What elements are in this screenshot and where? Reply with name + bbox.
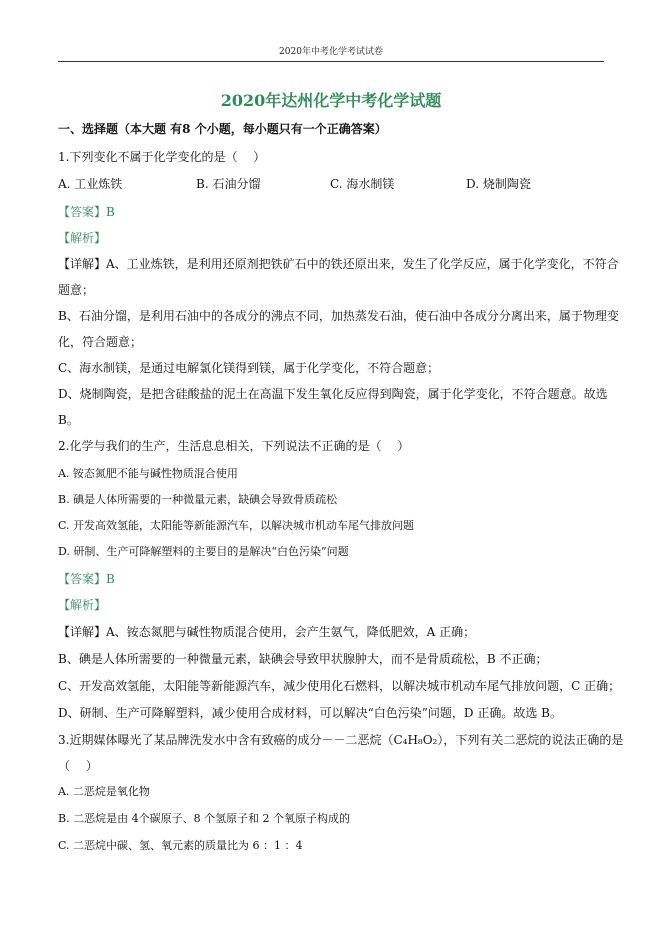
q1-analysis-label: 【解析】 [58, 231, 107, 245]
q1-detail-line: B。 [58, 413, 79, 427]
q1-option-a: A. 工业炼铁 [58, 177, 123, 191]
q2-detail-line: 【详解】A、铵态氮肥与碱性物质混合使用，会产生氨气，降低肥效，A 正确； [58, 625, 476, 639]
header-divider [58, 61, 604, 62]
q1-detail-line: 题意； [58, 283, 95, 297]
q1-option-c: C. 海水制镁 [330, 177, 395, 191]
q1-option-b: B. 石油分馏 [196, 177, 261, 191]
q2-option-d: D. 研制、生产可降解塑料的主要目的是解决“白色污染”问题 [58, 545, 349, 558]
q1-option-d: D. 烧制陶瓷 [466, 177, 531, 191]
question-1-stem: 1.下列变化不属于化学变化的是（ ） [58, 150, 266, 164]
q3-option-a: A. 二恶烷是氧化物 [58, 785, 150, 798]
section-heading: 一、选择题（本大题 有8 个小题，每小题只有一个正确答案） [58, 122, 387, 136]
q2-option-c: C. 开发高效氢能，太阳能等新能源汽车，以解决城市机动车尾气排放问题 [58, 519, 415, 532]
q2-detail-line: C、开发高效氢能，太阳能等新能源汽车，减少使用化石燃料，以解决城市机动车尾气排放问题，C 正确； [58, 679, 621, 693]
q1-detail-line: D、烧制陶瓷，是把含硅酸盐的泥土在高温下发生氧化反应得到陶瓷，属于化学变化，不符合题意。故选 [58, 387, 608, 401]
page-header: 2020年中考化学考试试卷 [279, 47, 383, 57]
q3-option-c: C. 二恶烷中碳、氢、氧元素的质量比为 6 ：1 ：4 [58, 839, 303, 852]
q2-option-b: B. 碘是人体所需要的一种微量元素，缺碘会导致骨质疏松 [58, 493, 338, 506]
question-3-stem-continued: （ ） [58, 759, 98, 773]
q2-analysis-label: 【解析】 [58, 598, 107, 612]
question-2-stem: 2.化学与我们的生产，生活息息相关，下列说法不正确的是（ ） [58, 439, 410, 453]
q2-detail-line: B、碘是人体所需要的一种微量元素，缺碘会导致甲状腺肿大，而不是骨质疏松，B 不正确； [58, 652, 548, 666]
q2-answer: 【答案】B [58, 572, 115, 586]
q1-detail-line: 【详解】A、工业炼铁，是利用还原剂把铁矿石中的铁还原出来，发生了化学反应，属于化学变化，不符合 [58, 257, 619, 271]
q1-detail-line: B、石油分馏，是利用石油中的各成分的沸点不同，加热蒸发石油，使石油中各成分分离出来，属于物理变 [58, 309, 619, 323]
q1-answer: 【答案】B [58, 205, 115, 219]
question-3-stem: 3.近期媒体曝光了某品牌洗发水中含有致癌的成分－－二恶烷（C₄H₈O₂），下列有关二恶烷的说法正确的是 [58, 733, 624, 747]
q1-detail-line: C、海水制镁，是通过电解氯化镁得到镁，属于化学变化，不符合题意； [58, 361, 440, 375]
q2-option-a: A. 铵态氮肥不能与碱性物质混合使用 [58, 467, 238, 480]
q1-detail-line: 化，符合题意； [58, 335, 143, 349]
page-title: 2020年达州化学中考化学试题 [220, 91, 442, 110]
q2-detail-line: D、研制、生产可降解塑料，减少使用合成材料，可以解决“白色污染”问题，D 正确。故选 B。 [58, 706, 562, 720]
q3-option-b: B. 二恶烷是由 4个碳原子、8 个氢原子和 2 个氧原子构成的 [58, 812, 351, 825]
